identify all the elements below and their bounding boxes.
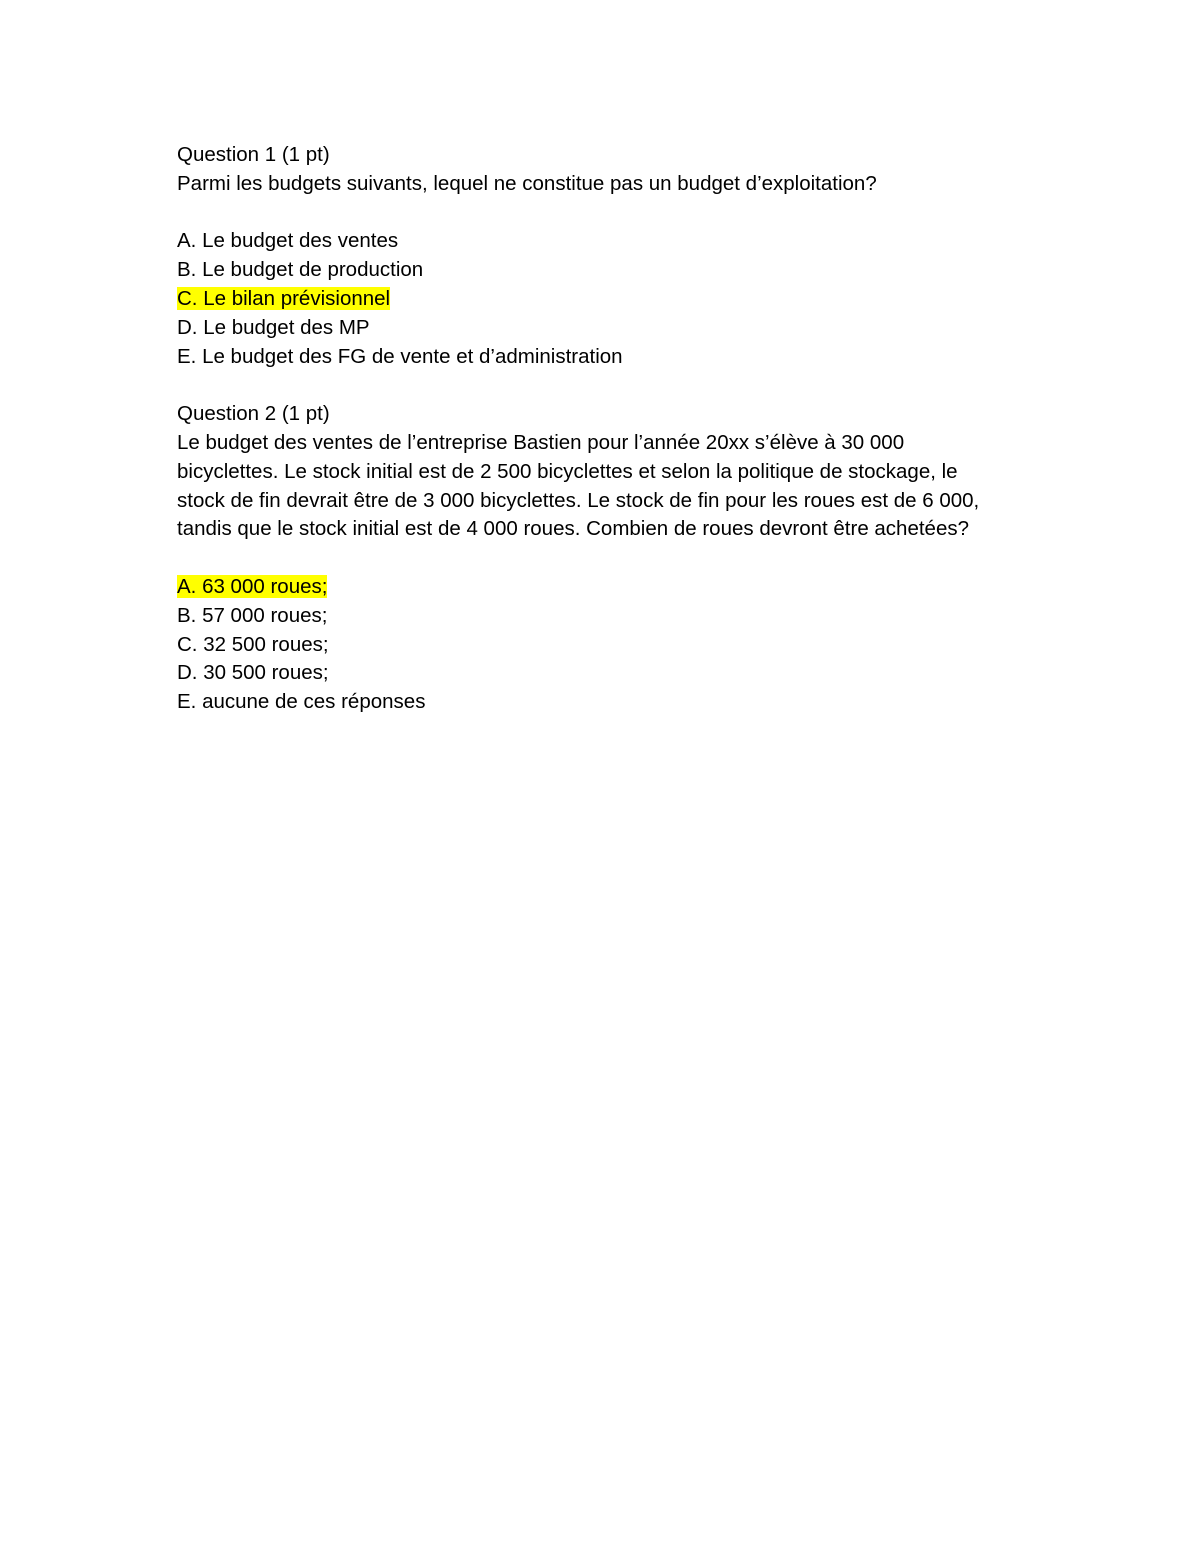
option-text: D. 30 500 roues; [177, 661, 329, 685]
option-text: B. Le budget de production [177, 258, 424, 282]
question-1-option-b [177, 256, 1037, 285]
highlighted-answer: C. Le bilan prévisionnel [177, 286, 391, 310]
highlighted-answer: A. 63 000 roues; [177, 574, 328, 598]
document-content [177, 141, 1037, 717]
option-text: C. 32 500 roues; [177, 632, 329, 656]
question-1-prompt: Parmi les budgets suivants, lequel ne constitue pas un budget d’exploitation? [177, 171, 877, 195]
question-2-title: Question 2 (1 pt) [177, 402, 330, 426]
spacer [177, 371, 1037, 400]
option-text: A. Le budget des ventes [177, 229, 399, 253]
question-2-option-b [177, 602, 1037, 631]
question-2-prompt-line-1: Le budget des ventes de l’entreprise Bastien pour l’année 20xx s’élève à 30 000 [177, 430, 905, 454]
question-1-option-c [177, 285, 1037, 314]
question-1-option-e [177, 343, 1037, 372]
question-1-option-d [177, 314, 1037, 343]
question-1-title: Question 1 (1 pt) [177, 143, 330, 166]
question-2-prompt-line-3: stock de fin devrait être de 3 000 bicyclettes. Le stock de fin pour les roues est de 6 000, [177, 488, 980, 512]
option-text: E. aucune de ces réponses [177, 690, 426, 714]
question-1-option-a [177, 227, 1037, 256]
spacer [177, 544, 1037, 573]
option-text: E. Le budget des FG de vente et d’administration [177, 344, 623, 368]
question-2-prompt-line-2: bicyclettes. Le stock initial est de 2 500 bicyclettes et selon la politique de stockage, le [177, 459, 958, 483]
question-2-option-d [177, 659, 1037, 688]
question-2-option-c [177, 631, 1037, 660]
question-2-option-a [177, 573, 1037, 602]
question-2-option-e [177, 688, 1037, 717]
option-text: B. 57 000 roues; [177, 603, 328, 627]
question-2-prompt-line-4: tandis que le stock initial est de 4 000 roues. Combien de roues devront être achetées? [177, 517, 970, 541]
option-text: D. Le budget des MP [177, 315, 370, 339]
spacer [177, 199, 1037, 228]
